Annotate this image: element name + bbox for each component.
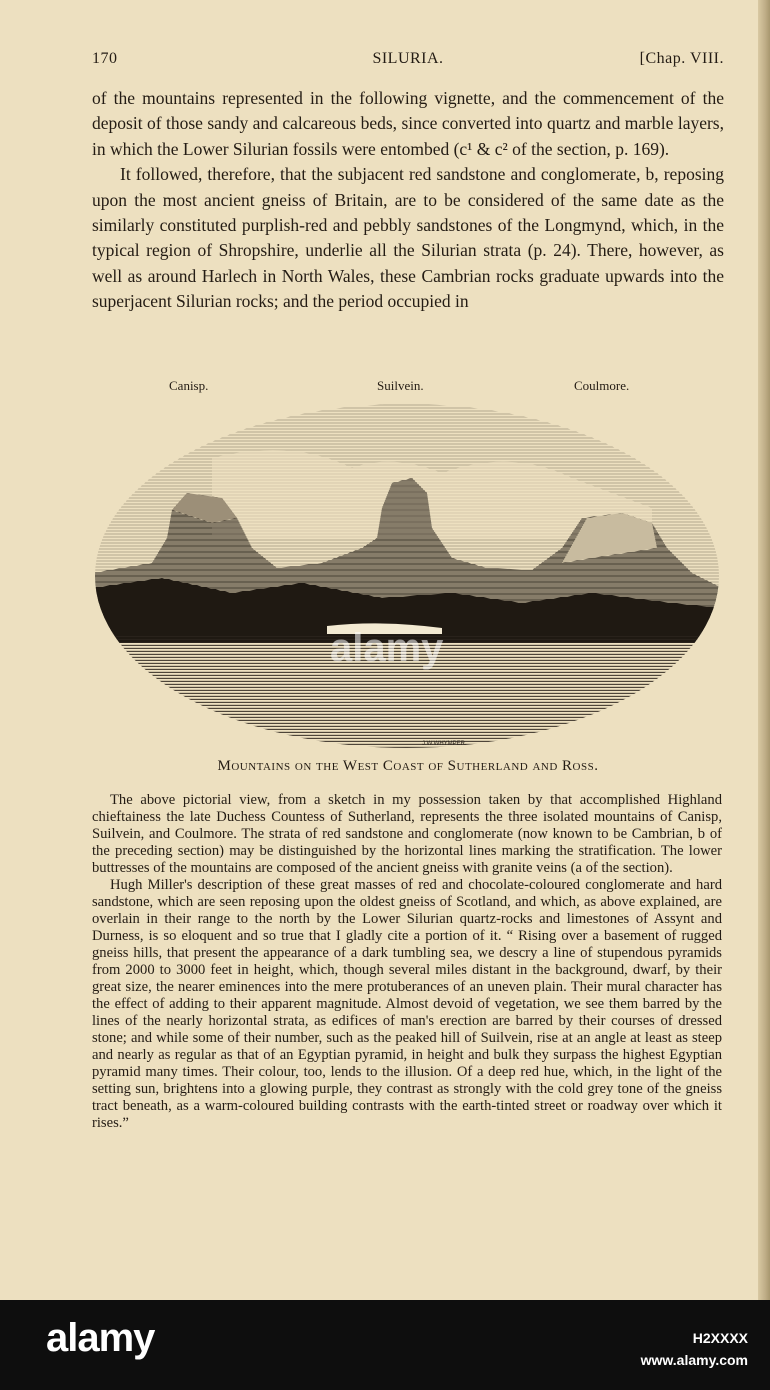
running-title: SILURIA. — [372, 50, 444, 67]
engraver-signature: J.W.WHYMPER. — [422, 741, 467, 747]
quoted-passage — [92, 792, 722, 1132]
footer-image-id: H2XXXX — [692, 1330, 748, 1346]
body-paragraph-2: It followed, therefore, that the subjacent red sandstone and conglomerate, b, reposing upon the most ancient gneiss of Britain, are to be considered of the same date as the similarly constituted purplish-red and pebbly sandstones of the Longmynd, which, in the typical region of Shropshire, underlie all the Silurian strata (p. 24). There, however, as well as around Harlech in North Wales, these Cambrian rocks graduate upwards into the superjacent Silurian rocks; and the period occupied in — [92, 164, 724, 312]
figure-mountain-labels — [92, 378, 724, 398]
running-header — [92, 50, 724, 74]
small-paragraph-2: Hugh Miller's description of these great masses of red and chocolate-coloured conglomerate and hard sandstone, which are seen reposing upon the oldest gneiss of Scotland, and which, as above explained, are overlain in their range to the north by the Lower Silurian quartz-rocks and limestones of Assynt and Durness, is so eloquent and so true that I gladly cite a portion of it. “ Rising over a basement of rugged gneiss hills, that present the appearance of a dark tumbling sea, we descry a line of stupendous pyramids from 2000 to 3000 feet in height, which, though several miles distant in the background, dwarf, by their great size, the nearer eminences into the mere protuberances of an uneven plain. Their mural character has the effect of adding to their apparent magnitude. Almost devoid of vegetation, we see them barred by the lines of the nearly horizontal strata, as edifices of man's erection are barred by their courses of dressed stone; and while some of their number, such as the peaked hill of Suilvein, rise at an angle at least as steep and nearly as regular as that of an Egyptian pyramid, in height and bulk they surpass the highest Egyptian pyramid many times. Their colour, too, lends to the illusion. Of a deep red hue, which, in the light of the setting sun, brightens into a glowing purple, they contrast as strongly with the cold grey tone of the gneiss tract beneath, as a warm-coloured building contrasts with the earth-tinted street or roadway over which it rises.” — [92, 877, 722, 1131]
chapter-label: [Chap. VIII. — [639, 50, 724, 67]
label-canisp: Canisp. — [169, 378, 209, 393]
watermark-logo: alamy — [330, 626, 444, 670]
mountain-engraving — [92, 398, 722, 753]
page-edge — [758, 0, 770, 1300]
small-paragraph-1: The above pictorial view, from a sketch in my possession taken by that accomplished Highland chieftainess the late Duchess Countess of Sutherland, represents the three isolated mountains of Canisp, Suilvein, and Coulmore. The strata of red sandstone and conglomerate (now known to be Cambrian, b of the preceding section) may be distinguished by the horizontal lines marking the stratification. The lower buttresses of the mountains are composed of the ancient gneiss with granite veins (a of the section). — [92, 792, 722, 876]
footer-url[interactable]: www.alamy.com — [640, 1352, 748, 1368]
body-paragraph-1: of the mountains represented in the following vignette, and the commencement of the deposit of those sandy and calcareous beds, since converted into quartz and marble layers, in which the Lower Silurian fossils were entombed (c¹ & c² of the section, p. 169). — [92, 88, 724, 159]
stock-footer-bar — [0, 1300, 770, 1390]
figure-caption: Mountains on the West Coast of Sutherland and Ross. — [217, 758, 599, 774]
engraving-figure — [92, 398, 722, 753]
body-text — [92, 86, 724, 315]
label-coulmore: Coulmore. — [574, 378, 630, 393]
footer-brand-logo[interactable]: alamy — [46, 1316, 155, 1360]
page-number: 170 — [92, 50, 118, 67]
label-suilvein: Suilvein. — [377, 378, 424, 393]
